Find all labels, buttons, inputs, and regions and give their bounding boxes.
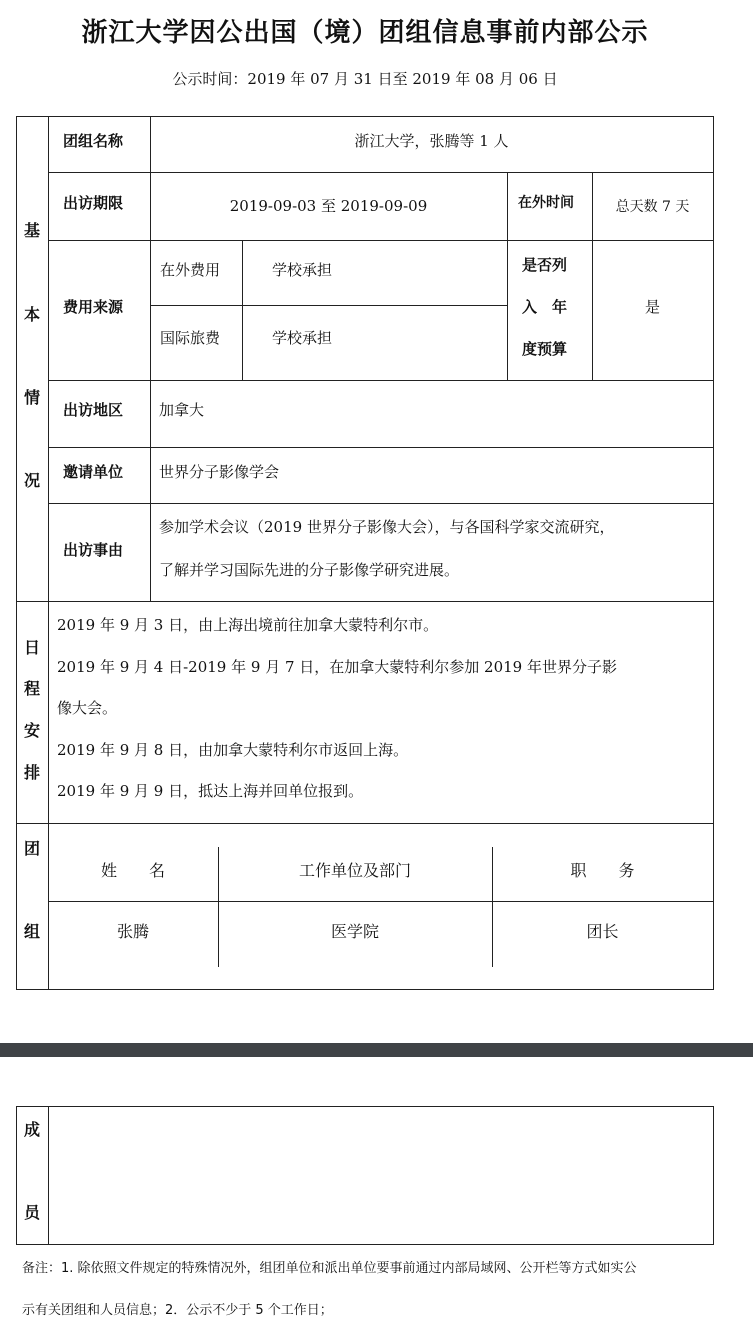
section-group-char-1: 团 — [24, 839, 41, 858]
duration-value: 2019-09-03 至 2019-09-09 — [229, 197, 428, 215]
section-members-char-2: 员 — [24, 1203, 41, 1222]
section-basic-char-4: 况 — [24, 471, 41, 490]
section-schedule-char-2: 程 — [24, 679, 41, 698]
inviter-label: 邀请单位 — [63, 463, 124, 481]
section-schedule-char-1: 日 — [24, 638, 41, 657]
note-line: 备注：1. 除依照文件规定的特殊情况外，组团单位和派出单位要事前通过内部局域网、公开栏等方式如实公 — [22, 1261, 637, 1276]
section-basic-char-3: 情 — [24, 388, 41, 407]
budget-label-line: 是否列 — [522, 256, 568, 274]
abroad-time-label: 在外时间 — [518, 195, 574, 211]
duration-label: 出访期限 — [63, 194, 124, 212]
section-members-char-1: 成 — [24, 1120, 41, 1139]
fund-item-value: 学校承担 — [272, 329, 333, 347]
page-title: 浙江大学因公出国（境）团组信息事前内部公示 — [81, 18, 649, 48]
schedule-line: 2019 年 9 月 8 日，由加拿大蒙特利尔市返回上海。 — [57, 741, 409, 759]
region-value: 加拿大 — [159, 401, 205, 419]
group-member-position: 团长 — [586, 922, 619, 941]
group-column-header: 工作单位及部门 — [298, 861, 411, 880]
page-break-divider — [0, 1043, 753, 1057]
abroad-time-value: 总天数 7 天 — [615, 199, 690, 215]
group-column-header: 职 务 — [570, 861, 635, 880]
reason-line: 参加学术会议（2019 世界分子影像大会），与各国科学家交流研究， — [159, 518, 615, 536]
group-member-unit: 医学院 — [330, 922, 379, 941]
fund-item-name: 国际旅费 — [160, 329, 221, 347]
schedule-line: 2019 年 9 月 4 日-2019 年 9 月 7 日，在加拿大蒙特利尔参加 2019 年世界分子影 — [57, 658, 617, 676]
budget-value: 是 — [644, 298, 660, 316]
region-label: 出访地区 — [63, 401, 124, 419]
group-member-name: 张腾 — [116, 922, 149, 941]
schedule-line: 2019 年 9 月 9 日，抵达上海并回单位报到。 — [57, 782, 364, 800]
reason-label: 出访事由 — [63, 541, 124, 559]
budget-label-line: 度预算 — [522, 340, 568, 358]
inviter-value: 世界分子影像学会 — [159, 463, 280, 481]
schedule-line: 像大会。 — [57, 699, 118, 717]
section-group-char-2: 组 — [24, 922, 41, 941]
section-basic-char-1: 基 — [24, 221, 41, 240]
fund-item-value: 学校承担 — [272, 261, 333, 279]
group-name-value: 浙江大学，张腾等 1 人 — [354, 132, 509, 150]
section-schedule-char-4: 排 — [24, 763, 41, 782]
reason-line: 了解并学习国际先进的分子影像学研究进展。 — [159, 561, 460, 579]
fund-item-name: 在外费用 — [160, 261, 221, 279]
budget-label-line: 入 年 — [522, 298, 568, 316]
section-schedule-char-3: 安 — [24, 721, 41, 740]
note-line: 示有关团组和人员信息；2．公示不少于 5 个工作日； — [22, 1303, 333, 1318]
section-basic-char-2: 本 — [24, 305, 41, 324]
group-column-header: 姓 名 — [100, 861, 165, 880]
fund-source-label: 费用来源 — [63, 298, 124, 316]
group-name-label: 团组名称 — [63, 132, 124, 150]
publicity-period: 公示时间：2019 年 07 月 31 日至 2019 年 08 月 06 日 — [172, 70, 558, 88]
schedule-line: 2019 年 9 月 3 日，由上海出境前往加拿大蒙特利尔市。 — [57, 616, 439, 634]
